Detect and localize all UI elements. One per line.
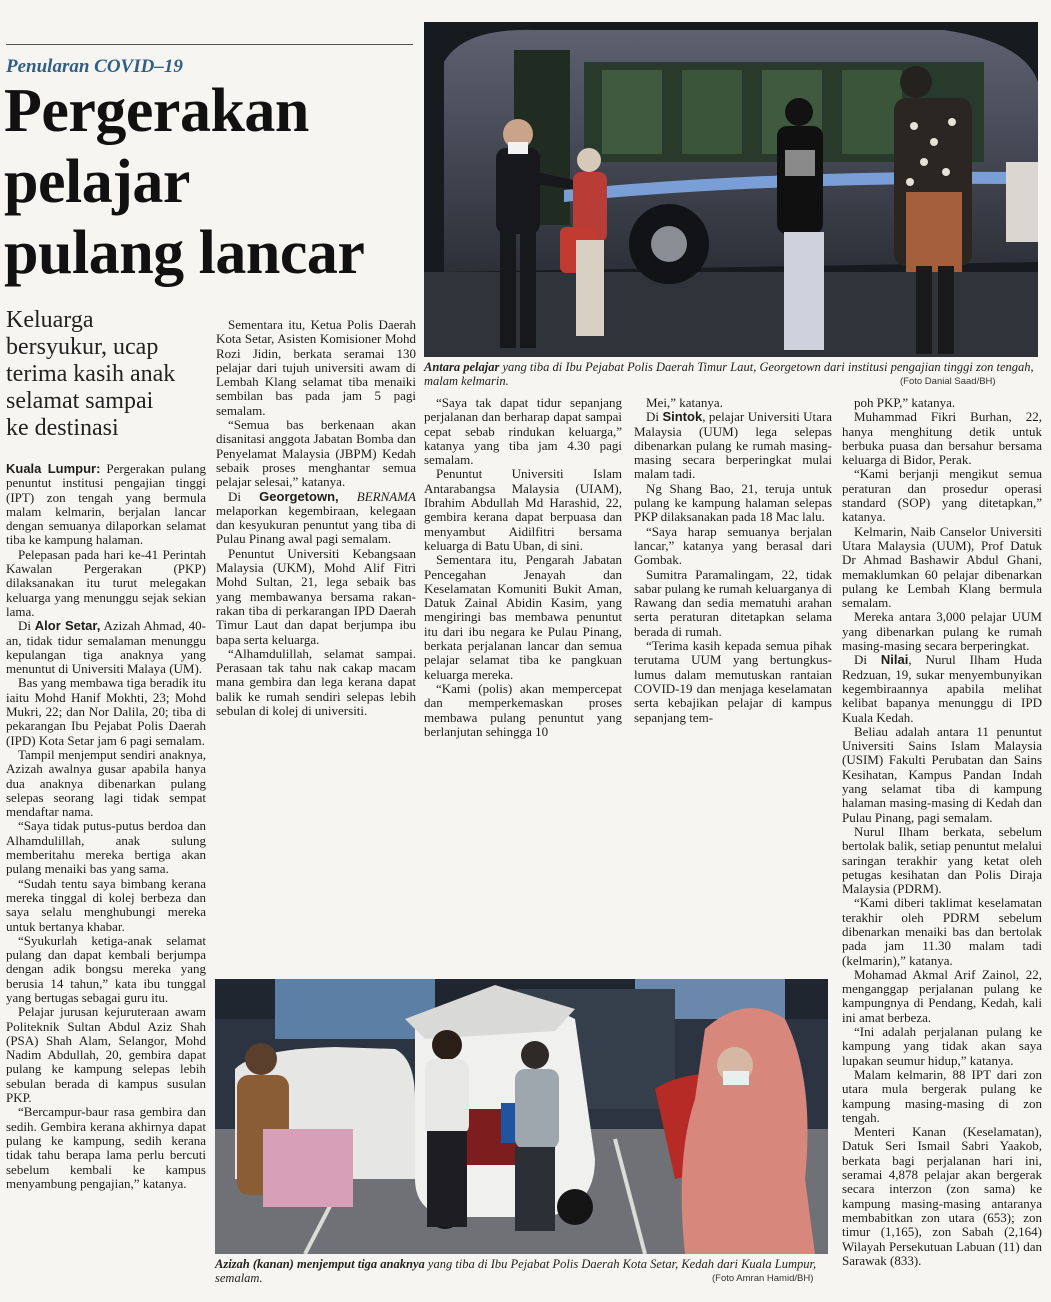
paragraph: Mohamad Akmal Arif Zainol, 22, menganggap perjalanan pulang ke kampungnya di Pendang, Kedah, kali ini amat berbeza. [842, 966, 1042, 1025]
paragraph-text: , Nurul Ilham Huda Redzuan, 19, sukar menyembunyikan kegembiraannya apabila melihat kelibat bapanya menunggu di IPD Kuala Kedah. [842, 652, 1043, 725]
deck-line: terima kasih anak [6, 361, 176, 387]
paragraph: “Bercampur-baur rasa gembira dan sedih. Gembira kerana akhirnya dapat pulang ke kampung, sedih kerana tidak tahu berapa lama perlu bercuti sebelum kembali ke kampus menyambung pengajian,” katanya. [6, 1104, 206, 1191]
body-column-1 [6, 462, 206, 1191]
top-photo-credit: (Foto Danial Saad/BH) [900, 376, 996, 387]
deck-line: Keluarga [6, 307, 94, 333]
paragraph [6, 619, 206, 676]
deck [6, 307, 206, 442]
bottom-photo-credit: (Foto Amran Hamid/BH) [712, 1273, 814, 1284]
body-column-3 [424, 396, 622, 739]
paragraph: “Semua bas berkenaan akan disanitasi anggota Jabatan Bomba dan Penyelamat Malaysia (JBPM) Kedah sebaik proses menghantar semua pelajar selesai,” katanya. [216, 417, 416, 490]
bottom-photo [215, 979, 828, 1254]
paragraph: “Terima kasih kepada semua pihak terutama UUM yang bertungkus-lumus dalam memutuskan rantaian COVID-19 dan menjaga keselamatan serta kebajikan pelajar di kampus sepanjang tem- [634, 638, 832, 725]
headline-line-1: Pergerakan [4, 77, 309, 145]
bottom-caption-rest: yang tiba di Ibu Pejabat Polis Daerah Kota Setar, Kedah dari Kuala Lumpur, semalam. [215, 1257, 817, 1285]
paragraph: “Saya tak dapat tidur sepanjang perjalanan dan berharap dapat sampai cepat sebab rindukan keluarga,” katanya yang tiba jam 4.30 pagi semalam. [424, 395, 622, 468]
place-name: Georgetown, [259, 488, 339, 504]
paragraph: Pelepasan pada hari ke-41 Perintah Kawalan Pergerakan (PKP) dilaksanakan itu turut melegakan keluarga yang menunggu sejak sekian lama. [6, 546, 206, 619]
paragraph: Muhammad Fikri Burhan, 22, hanya menghitung detik untuk berbuka puasa dan bersahur bersama keluarga di Bidor, Perak. [842, 409, 1042, 468]
deck-line: selamat sampai [6, 388, 154, 414]
top-caption-rest: yang tiba di Ibu Pejabat Polis Daerah Timur Laut, Georgetown dari institusi pengajian tinggi zon tengah, malam kelmarin. [424, 360, 1034, 388]
dateline: Kuala Lumpur: [6, 461, 101, 476]
body-column-4 [634, 396, 832, 725]
paragraph: Penuntut Universiti Kebangsaan Malaysia (UKM), Mohd Alif Fitri Mohd Sultan, 21, lega sebaik bas yang membawanya bersama rakan-rakan tiba di perkarangan IPD Daerah Timur Laut dan dapat berjumpa ibu bapa serta keluarga. [216, 545, 416, 647]
paragraph: Pelajar jurusan kejuruteraan awam Politeknik Sultan Abdul Aziz Shah (PSA) Shah Alam, Selangor, Mohd Nadim Abdullah, 20, gembira dapat pulang ke kampung selepas lebih sebulan berada di kampus susulan PKP. [6, 1004, 206, 1106]
paragraph: “Saya tidak putus-putus berdoa dan Alhamdulillah, anak sulung memberitahu mereka bertiga akan pulang menaiki bas yang sama. [6, 818, 206, 877]
paragraph-text: melaporkan kegembiraan, kelegaan dan kesyukuran penuntut yang tiba di Pulau Pinang awal pagi semalam. [216, 502, 416, 547]
place-name: Alor Setar, [34, 618, 101, 634]
paragraph: “Syukurlah ketiga-anak selamat pulang dan dapat kembali berjumpa dengan adik bongsu mereka yang berusia 14 tahun,” kata ibu tunggal yang bertugas sebagai guru itu. [6, 932, 206, 1005]
paragraph: Sumitra Paramalingam, 22, tidak sabar pulang ke rumah keluarganya di Rawang dan sedia mematuhi arahan serta peraturan ditetapkan selama berada di rumah. [634, 566, 832, 639]
paragraph: Ng Shang Bao, 21, teruja untuk pulang ke kampung halaman selepas PKP dilaksanakan pada 18 Mac lalu. [634, 480, 832, 525]
paragraph-text: Di [18, 618, 35, 634]
paragraph: Mereka antara 3,000 pelajar UUM yang dibenarkan pulang ke rumah masing-masing secara berperingkat. [842, 609, 1042, 654]
headline-line-3: pulang lancar [4, 219, 365, 287]
paragraph: “Kami berjanji mengikut semua peraturan dan prosedur operasi standard (SOP) yang ditetapkan,” katanya. [842, 466, 1042, 525]
bottom-photo-illustration [215, 979, 828, 1254]
agency-name: BERNAMA [356, 488, 417, 504]
paragraph: Menteri Kanan (Keselamatan), Datuk Seri Ismail Sabri Yaakob, berkata bagi perjalanan hari ini, seramai 4,878 pelajar akan bergerak secara interzon (zon sama) ke kampung masing-masing antaranya membabitkan zon utara (653); zon timur (1,165), zon Sabah (2,164) Wilayah Persekutuan Labuan (11) dan Sarawak (833). [842, 1124, 1042, 1268]
paragraph: “Alhamdulillah, selamat sampai. Perasaan tak tahu nak cakap macam mana gembira dan lega kerana dapat balik ke rumah sendiri selepas lebih sebulan di kolej di universiti. [216, 645, 416, 719]
kicker: Penularan COVID–19 [6, 56, 183, 77]
deck-line: ke destinasi [6, 415, 119, 441]
body-column-5 [842, 396, 1042, 1268]
paragraph: Beliau adalah antara 11 penuntut Universiti Sains Islam Malaysia (USIM) Fakulti Perubatan dan Sains Kesihatan, Kampus Pandan Indah yang selamat tiba di kampung halaman masing-masing di Kedah dan Pulau Pinang, pagi semalam. [842, 723, 1042, 825]
paragraph: “Sudah tentu saya bimbang kerana mereka tinggal di kolej berbeza dan saya selalu menghubungi mereka untuk bertanya khabar. [6, 875, 206, 934]
top-photo [424, 22, 1038, 357]
paragraph: Sementara itu, Pengarah Jabatan Pencegahan Jenayah dan Keselamatan Komuniti Bukit Aman, Datuk Zainal Abidin Kasim, yang mengiringi bas membawa penuntut itu dari ibu negara ke Pulau Pinang, berkata perjalanan lancar dan semua pelajar selamat tiba ke pangkuan keluarga mereka. [424, 552, 622, 682]
paragraph: Mei,” katanya. [646, 395, 723, 410]
paragraph: “Kami diberi taklimat keselamatan terakhir oleh PDRM sebelum dibenarkan menaiki bas dan bertolak pada jam 11.30 malam tadi (kelmarin),” katanya. [842, 895, 1042, 968]
paragraph-text: Di [854, 652, 881, 668]
headline-line-2: pelajar [4, 148, 190, 216]
paragraph: Malam kelmarin, 88 IPT dari zon utara mula bergerak pulang ke kampung masing-masing di zon tengah. [842, 1066, 1042, 1125]
body-column-2 [216, 318, 416, 718]
paragraph [216, 490, 416, 547]
top-photo-illustration [424, 22, 1038, 357]
bottom-caption-lead: Azizah (kanan) menjemput tiga anaknya [215, 1257, 425, 1271]
paragraph-text: Pergerakan pulang penuntut institusi pengajian tinggi (IPT) zon tengah yang bermula malam kelmarin, berjalan lancar dengan semuanya dilaporkan selamat tiba ke kampung halaman. [6, 461, 206, 548]
paragraph [634, 410, 832, 481]
paragraph: Penuntut Universiti Islam Antarabangsa Malaysia (UIAM), Ibrahim Abdullah Md Harashid, 22, gembira kerana dapat berpuasa dan menyambut Aidilfitri bersama keluarga di Batu Uban, di sini. [424, 466, 622, 553]
paragraph-text: Azizah Ahmad, 40-an, tidak tidur semalaman menunggu kepulangan tiga anaknya yang menuntut di Universiti Malaya (UM). [6, 618, 206, 677]
paragraph: “Saya harap semuanya berjalan lancar,” katanya yang berasal dari Gombak. [634, 523, 832, 568]
paragraph: Kelmarin, Naib Canselor Universiti Utara Malaysia (UUM), Prof Datuk Dr Ahmad Bashawir Abdul Ghani, memaklumkan 60 pelajar dibenarkan pulang ke Lembah Klang bermula semalam. [842, 523, 1042, 611]
kicker-rule [6, 44, 413, 45]
paragraph: Sementara itu, Ketua Polis Daerah Kota Setar, Asisten Komisioner Mohd Rozi Jidin, berkata seramai 130 pelajar dari tujuh universiti awam di Lembah Klang selamat tiba menaiki sembilan bas pada jam 5 pagi semalam. [216, 317, 416, 418]
paragraph: Nurul Ilham berkata, sebelum bertolak balik, setiap penuntut melalui saringan terakhir yang ketat oleh petugas kesihatan dan Polis Diraja Malaysia (PDRM). [842, 823, 1042, 897]
place-name: Sintok [662, 409, 703, 425]
paragraph: Bas yang membawa tiga beradik itu iaitu Mohd Hanif Mokhti, 23; Mohd Mukri, 22; dan Nor Dalila, 20; tiba di pekarangan Ibu Pejabat Polis Daerah (IPD) Kota Setar jam 6 pagi semalam. [6, 675, 206, 748]
paragraph: Tampil menjemput sendiri anaknya, Azizah awalnya gusar apabila hanya dua anaknya dibenarkan pulang selepas seorang lagi tidak sempat mendaftar nama. [6, 746, 206, 820]
deck-line: bersyukur, ucap [6, 334, 159, 360]
headline [4, 76, 424, 289]
top-caption-lead: Antara pelajar [424, 360, 500, 374]
paragraph-text: Di [646, 409, 663, 425]
paragraph-text: , pelajar Universiti Utara Malaysia (UUM) lega selepas dibenarkan pulang ke rumah masing-masing secara berperingkat mulai malam tadi. [634, 409, 832, 482]
paragraph [6, 462, 206, 548]
paragraph: poh PKP,” katanya. [854, 395, 956, 410]
paragraph: “Kami (polis) akan mempercepat dan memperkemaskan proses membawa pulang penuntut yang berlanjutan sehingga 10 [424, 680, 622, 739]
place-name: Nilai [880, 652, 909, 668]
paragraph: “Ini adalah perjalanan pulang ke kampung yang tidak akan saya lupakan seumur hidup,” katanya. [842, 1024, 1042, 1068]
paragraph-text: Di [228, 488, 260, 504]
paragraph [842, 653, 1042, 724]
